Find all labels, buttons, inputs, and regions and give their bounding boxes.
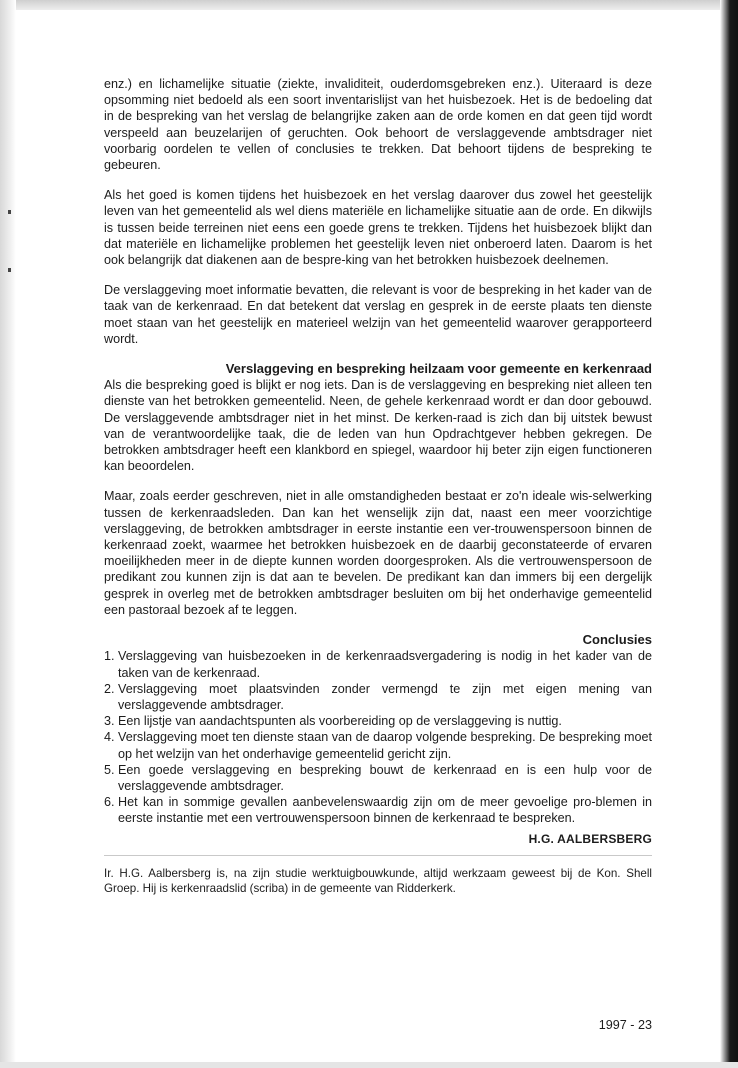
author-note: Ir. H.G. Aalbersberg is, na zijn studie werktuigbouwkunde, altijd werkzaam geweest bij de Kon. Shell Groep. Hij is kerkenraadslid (scriba) in de gemeente van Ridderkerk.	[104, 866, 652, 896]
scan-edge-bottom	[0, 1062, 738, 1068]
article-body	[104, 76, 652, 897]
section-heading-verslaggeving: Verslaggeving en bespreking heilzaam voor gemeente en kerkenraad	[225, 361, 652, 377]
divider	[104, 855, 652, 856]
scan-shadow-top	[0, 0, 738, 10]
page-number: 1997 - 23	[598, 1018, 652, 1032]
list-item: 3. Een lijstje van aandachtspunten als voorbereiding op de verslaggeving is nuttig.	[104, 714, 562, 729]
author-signature: H.G. AALBERSBERG	[528, 831, 652, 846]
paragraph-3: De verslaggeving moet informatie bevatten, die relevant is voor de bespreking in het kader van de taak van de kerkenraad. En dat betekent dat verslag en gesprek in de eerste plaats ten dienste moet staan van het geestelijk en materieel welzijn van het gemeentelid waarover gerapporteerd wordt.	[104, 283, 652, 346]
section-paragraph-1: Als die bespreking goed is blijkt er nog iets. Dan is de verslaggeving en bespreking niet alleen ten dienste van het betrokken gemeentelid. Neen, de gehele kerkenraad wordt er dan door gebouwd. De verslaggevende ambtsdrager niet in het minst. De kerken-raad is zich dan bij uitstek bewust van de verantwoordelijke taak, die de leden van hun Opdrachtgever hebben gekregen. De betrokken ambtsdrager heeft een klankbord en spiegel, waardoor hij beter zijn eigen functioneren kan beoordelen.	[104, 378, 652, 474]
list-item: 2. Verslaggeving moet plaatsvinden zonder vermengd te zijn met eigen mening van verslaggevende ambtsdrager.	[104, 681, 652, 712]
list-item: 6. Het kan in sommige gevallen aanbevelenswaardig zijn om de meer gevoelige pro-blemen in eerste instantie met een vertrouwenspersoon binnen de kerkenraad te bespreken.	[104, 795, 652, 826]
list-item: 5. Een goede verslaggeving en bespreking bouwt de kerkenraad en is een hulp voor de verslaggevende ambtsdrager.	[104, 762, 652, 793]
scan-speck	[8, 268, 11, 272]
section-paragraph-2: Maar, zoals eerder geschreven, niet in alle omstandigheden bestaat er zo'n ideale wis-selwerking tussen de kerkenraadsleden. Dan kan het wenselijk zijn dat, naast een meer voorzichtige verslaggeving, de betrokken ambtsdrager in eerste instantie een ver-trouwenspersoon binnen de kerkenraad zoekt, waarmee het betrokken huisbezoek en de daarbij geconstateerde of ervaren moeilijkheden meer in de diepte kunnen worden doorgesproken. Als die vertrouwenspersoon de predikant zou kunnen zijn is dat aan te bevelen. De predikant kan dan immers bij een dergelijk gesprek in overleg met de betrokken ambtsdrager besluiten om bij het onderhavige gemeentelid een pastoraal bezoek af te leggen.	[104, 489, 652, 617]
paragraph-2: Als het goed is komen tijdens het huisbezoek en het verslag daarover dus zowel het geestelijk leven van het gemeentelid als wel diens materiële en lichamelijke situatie aan de orde. En dikwijls is tussen beide terreinen niet eens een goede grens te trekken. Tijdens het huisbezoek blijkt dan dat materiële en lichamelijke problemen het geestelijk leven niet onberoerd laten. Daarom is het ook belangrijk dat diakenen aan de bespre-king van het betrokken huisbezoek deelnemen.	[104, 188, 652, 268]
scan-speck	[8, 210, 11, 214]
scan-edge-left	[0, 0, 16, 1068]
paragraph-1: enz.) en lichamelijke situatie (ziekte, invaliditeit, ouderdomsgebreken enz.). Uiteraard is deze opsomming niet bedoeld als een soort inventarislijst van het huisbezoek. Het is de bedoeling dat in de bespreking van het verslag de belangrijke zaken aan de orde komen en dat geen tijd wordt verspeeld aan beuzelarijen of geruchten. Ook behoort de verslaggevende ambtsdrager niet voorbarig oordelen te vellen of conclusies te trekken. Dat behoort tijdens de bespreking te gebeuren.	[104, 77, 652, 173]
list-item: 1. Verslaggeving van huisbezoeken in de kerkenraadsvergadering is nodig in het kader van de taken van de kerkenraad.	[104, 649, 652, 680]
scan-edge-right	[720, 0, 738, 1068]
conclusions-heading: Conclusies	[582, 632, 652, 648]
list-item: 4. Verslaggeving moet ten dienste staan van de daarop volgende bespreking. De bespreking moet op het welzijn van het onderhavige gemeentelid gericht zijn.	[104, 730, 652, 761]
conclusions-list	[104, 648, 652, 826]
